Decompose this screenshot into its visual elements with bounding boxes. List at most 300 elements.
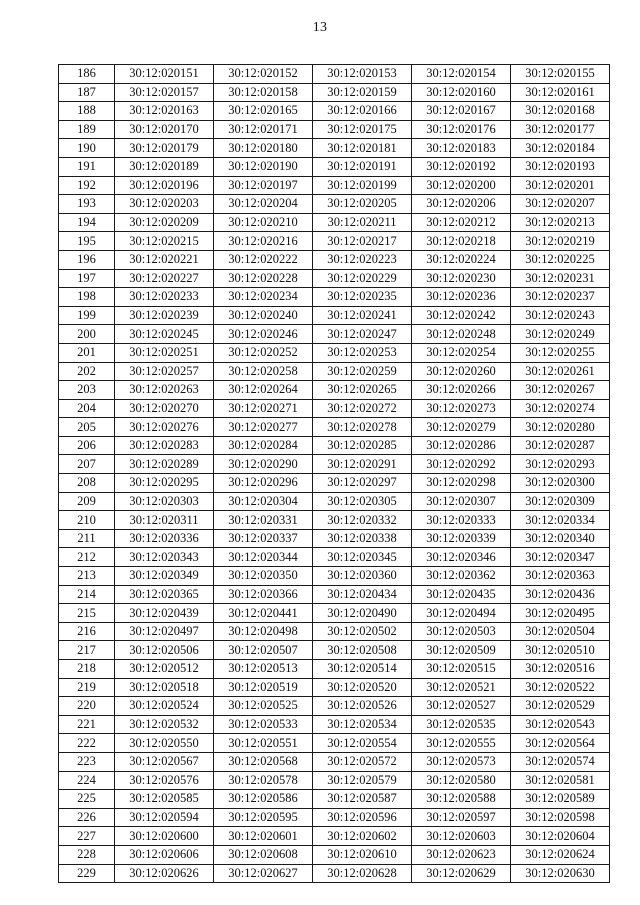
row-number-cell: 191 [59, 157, 115, 176]
cadastral-number-cell: 30:12:020213 [511, 213, 610, 232]
cadastral-number-cell: 30:12:020331 [214, 511, 313, 530]
cadastral-number-cell: 30:12:020263 [115, 381, 214, 400]
cadastral-number-cell: 30:12:020234 [214, 288, 313, 307]
cadastral-number-cell: 30:12:020497 [115, 622, 214, 641]
cadastral-number-cell: 30:12:020554 [313, 734, 412, 753]
cadastral-number-cell: 30:12:020304 [214, 492, 313, 511]
cadastral-number-cell: 30:12:020254 [412, 343, 511, 362]
cadastral-number-cell: 30:12:020152 [214, 65, 313, 84]
cadastral-number-cell: 30:12:020190 [214, 157, 313, 176]
cadastral-number-cell: 30:12:020168 [511, 102, 610, 121]
row-number-cell: 225 [59, 790, 115, 809]
row-number-cell: 205 [59, 418, 115, 437]
cadastral-number-cell: 30:12:020509 [412, 641, 511, 660]
row-number-cell: 192 [59, 176, 115, 195]
cadastral-number-cell: 30:12:020241 [313, 306, 412, 325]
cadastral-number-cell: 30:12:020504 [511, 622, 610, 641]
cadastral-number-cell: 30:12:020573 [412, 752, 511, 771]
cadastral-number-cell: 30:12:020303 [115, 492, 214, 511]
cadastral-number-cell: 30:12:020286 [412, 436, 511, 455]
cadastral-number-cell: 30:12:020512 [115, 660, 214, 679]
table-row [59, 195, 610, 214]
cadastral-number-cell: 30:12:020300 [511, 474, 610, 493]
cadastral-number-cell: 30:12:020533 [214, 715, 313, 734]
cadastral-number-cell: 30:12:020574 [511, 752, 610, 771]
cadastral-number-cell: 30:12:020160 [412, 83, 511, 102]
cadastral-number-cell: 30:12:020207 [511, 195, 610, 214]
cadastral-number-cell: 30:12:020498 [214, 622, 313, 641]
cadastral-number-cell: 30:12:020284 [214, 436, 313, 455]
cadastral-number-cell: 30:12:020292 [412, 455, 511, 474]
cadastral-number-cell: 30:12:020181 [313, 139, 412, 158]
row-number-cell: 217 [59, 641, 115, 660]
cadastral-number-cell: 30:12:020248 [412, 325, 511, 344]
cadastral-number-cell: 30:12:020203 [115, 195, 214, 214]
page-number: 13 [312, 20, 328, 35]
cadastral-number-cell: 30:12:020604 [511, 827, 610, 846]
table-row [59, 381, 610, 400]
cadastral-number-cell: 30:12:020291 [313, 455, 412, 474]
cadastral-number-cell: 30:12:020287 [511, 436, 610, 455]
table-row [59, 790, 610, 809]
table-row [59, 752, 610, 771]
table-row [59, 808, 610, 827]
cadastral-number-cell: 30:12:020239 [115, 306, 214, 325]
cadastral-number-cell: 30:12:020280 [511, 418, 610, 437]
table-row [59, 697, 610, 716]
cadastral-number-cell: 30:12:020535 [412, 715, 511, 734]
cadastral-number-cell: 30:12:020251 [115, 343, 214, 362]
table-row [59, 306, 610, 325]
cadastral-table [58, 64, 610, 883]
cadastral-number-cell: 30:12:020513 [214, 660, 313, 679]
cadastral-number-cell: 30:12:020608 [214, 845, 313, 864]
table-row [59, 213, 610, 232]
cadastral-number-cell: 30:12:020233 [115, 288, 214, 307]
cadastral-number-cell: 30:12:020200 [412, 176, 511, 195]
table-body [59, 65, 610, 883]
cadastral-number-cell: 30:12:020270 [115, 399, 214, 418]
cadastral-number-cell: 30:12:020623 [412, 845, 511, 864]
cadastral-number-cell: 30:12:020365 [115, 585, 214, 604]
table-row [59, 157, 610, 176]
cadastral-number-cell: 30:12:020305 [313, 492, 412, 511]
row-number-cell: 190 [59, 139, 115, 158]
cadastral-number-cell: 30:12:020177 [511, 120, 610, 139]
row-number-cell: 229 [59, 864, 115, 883]
cadastral-number-cell: 30:12:020589 [511, 790, 610, 809]
cadastral-number-cell: 30:12:020519 [214, 678, 313, 697]
row-number-cell: 221 [59, 715, 115, 734]
cadastral-number-cell: 30:12:020627 [214, 864, 313, 883]
cadastral-number-cell: 30:12:020602 [313, 827, 412, 846]
cadastral-number-cell: 30:12:020495 [511, 604, 610, 623]
row-number-cell: 209 [59, 492, 115, 511]
cadastral-number-cell: 30:12:020206 [412, 195, 511, 214]
cadastral-number-cell: 30:12:020551 [214, 734, 313, 753]
row-number-cell: 199 [59, 306, 115, 325]
table-row [59, 492, 610, 511]
table-row [59, 548, 610, 567]
cadastral-number-cell: 30:12:020201 [511, 176, 610, 195]
cadastral-number-cell: 30:12:020525 [214, 697, 313, 716]
cadastral-number-cell: 30:12:020204 [214, 195, 313, 214]
table-row [59, 678, 610, 697]
cadastral-number-cell: 30:12:020349 [115, 567, 214, 586]
cadastral-number-cell: 30:12:020298 [412, 474, 511, 493]
row-number-cell: 210 [59, 511, 115, 530]
cadastral-number-cell: 30:12:020151 [115, 65, 214, 84]
cadastral-number-cell: 30:12:020516 [511, 660, 610, 679]
cadastral-number-cell: 30:12:020159 [313, 83, 412, 102]
cadastral-number-cell: 30:12:020240 [214, 306, 313, 325]
cadastral-number-cell: 30:12:020167 [412, 102, 511, 121]
cadastral-number-cell: 30:12:020265 [313, 381, 412, 400]
cadastral-number-cell: 30:12:020362 [412, 567, 511, 586]
cadastral-number-cell: 30:12:020507 [214, 641, 313, 660]
table-row [59, 529, 610, 548]
table-row [59, 585, 610, 604]
cadastral-number-cell: 30:12:020439 [115, 604, 214, 623]
cadastral-number-cell: 30:12:020514 [313, 660, 412, 679]
row-number-cell: 213 [59, 567, 115, 586]
cadastral-number-cell: 30:12:020154 [412, 65, 511, 84]
cadastral-number-cell: 30:12:020598 [511, 808, 610, 827]
cadastral-number-cell: 30:12:020350 [214, 567, 313, 586]
table-row [59, 120, 610, 139]
cadastral-number-cell: 30:12:020183 [412, 139, 511, 158]
cadastral-number-cell: 30:12:020258 [214, 362, 313, 381]
row-number-cell: 198 [59, 288, 115, 307]
table-row [59, 567, 610, 586]
table-row [59, 399, 610, 418]
cadastral-number-cell: 30:12:020332 [313, 511, 412, 530]
row-number-cell: 214 [59, 585, 115, 604]
cadastral-number-cell: 30:12:020224 [412, 250, 511, 269]
row-number-cell: 202 [59, 362, 115, 381]
cadastral-number-cell: 30:12:020307 [412, 492, 511, 511]
row-number-cell: 219 [59, 678, 115, 697]
cadastral-number-cell: 30:12:020225 [511, 250, 610, 269]
cadastral-number-cell: 30:12:020600 [115, 827, 214, 846]
cadastral-number-cell: 30:12:020580 [412, 771, 511, 790]
cadastral-number-cell: 30:12:020253 [313, 343, 412, 362]
cadastral-number-cell: 30:12:020277 [214, 418, 313, 437]
table-row [59, 83, 610, 102]
cadastral-number-cell: 30:12:020227 [115, 269, 214, 288]
row-number-cell: 203 [59, 381, 115, 400]
cadastral-number-cell: 30:12:020222 [214, 250, 313, 269]
cadastral-number-cell: 30:12:020153 [313, 65, 412, 84]
cadastral-number-cell: 30:12:020161 [511, 83, 610, 102]
table-row [59, 845, 610, 864]
cadastral-number-cell: 30:12:020252 [214, 343, 313, 362]
cadastral-number-cell: 30:12:020441 [214, 604, 313, 623]
cadastral-number-cell: 30:12:020165 [214, 102, 313, 121]
cadastral-number-cell: 30:12:020502 [313, 622, 412, 641]
table-row [59, 65, 610, 84]
cadastral-number-cell: 30:12:020340 [511, 529, 610, 548]
cadastral-number-cell: 30:12:020163 [115, 102, 214, 121]
table-row [59, 771, 610, 790]
cadastral-number-cell: 30:12:020175 [313, 120, 412, 139]
cadastral-number-cell: 30:12:020285 [313, 436, 412, 455]
cadastral-number-cell: 30:12:020360 [313, 567, 412, 586]
cadastral-number-cell: 30:12:020276 [115, 418, 214, 437]
cadastral-number-cell: 30:12:020223 [313, 250, 412, 269]
cadastral-number-cell: 30:12:020624 [511, 845, 610, 864]
cadastral-number-cell: 30:12:020242 [412, 306, 511, 325]
cadastral-number-cell: 30:12:020272 [313, 399, 412, 418]
cadastral-number-cell: 30:12:020255 [511, 343, 610, 362]
cadastral-number-cell: 30:12:020235 [313, 288, 412, 307]
cadastral-number-cell: 30:12:020510 [511, 641, 610, 660]
cadastral-number-cell: 30:12:020603 [412, 827, 511, 846]
cadastral-number-cell: 30:12:020297 [313, 474, 412, 493]
cadastral-number-cell: 30:12:020515 [412, 660, 511, 679]
cadastral-number-cell: 30:12:020629 [412, 864, 511, 883]
table-row [59, 139, 610, 158]
cadastral-number-cell: 30:12:020293 [511, 455, 610, 474]
cadastral-number-cell: 30:12:020296 [214, 474, 313, 493]
cadastral-number-cell: 30:12:020189 [115, 157, 214, 176]
cadastral-number-cell: 30:12:020266 [412, 381, 511, 400]
row-number-cell: 189 [59, 120, 115, 139]
cadastral-number-cell: 30:12:020237 [511, 288, 610, 307]
table-row [59, 232, 610, 251]
cadastral-number-cell: 30:12:020555 [412, 734, 511, 753]
cadastral-number-cell: 30:12:020333 [412, 511, 511, 530]
cadastral-number-cell: 30:12:020230 [412, 269, 511, 288]
cadastral-number-cell: 30:12:020503 [412, 622, 511, 641]
cadastral-number-cell: 30:12:020534 [313, 715, 412, 734]
cadastral-number-cell: 30:12:020585 [115, 790, 214, 809]
cadastral-number-cell: 30:12:020229 [313, 269, 412, 288]
cadastral-number-cell: 30:12:020595 [214, 808, 313, 827]
cadastral-number-cell: 30:12:020576 [115, 771, 214, 790]
cadastral-number-cell: 30:12:020264 [214, 381, 313, 400]
cadastral-number-cell: 30:12:020171 [214, 120, 313, 139]
row-number-cell: 220 [59, 697, 115, 716]
cadastral-number-cell: 30:12:020587 [313, 790, 412, 809]
cadastral-number-cell: 30:12:020260 [412, 362, 511, 381]
cadastral-number-cell: 30:12:020245 [115, 325, 214, 344]
table-row [59, 343, 610, 362]
cadastral-number-cell: 30:12:020436 [511, 585, 610, 604]
cadastral-number-cell: 30:12:020273 [412, 399, 511, 418]
cadastral-number-cell: 30:12:020572 [313, 752, 412, 771]
cadastral-number-cell: 30:12:020179 [115, 139, 214, 158]
cadastral-number-cell: 30:12:020210 [214, 213, 313, 232]
cadastral-number-cell: 30:12:020246 [214, 325, 313, 344]
table-row [59, 622, 610, 641]
cadastral-number-cell: 30:12:020290 [214, 455, 313, 474]
cadastral-number-cell: 30:12:020337 [214, 529, 313, 548]
cadastral-number-cell: 30:12:020520 [313, 678, 412, 697]
cadastral-number-cell: 30:12:020597 [412, 808, 511, 827]
cadastral-number-cell: 30:12:020180 [214, 139, 313, 158]
cadastral-number-cell: 30:12:020567 [115, 752, 214, 771]
cadastral-number-cell: 30:12:020217 [313, 232, 412, 251]
row-number-cell: 226 [59, 808, 115, 827]
cadastral-number-cell: 30:12:020588 [412, 790, 511, 809]
table-row [59, 734, 610, 753]
row-number-cell: 212 [59, 548, 115, 567]
cadastral-number-cell: 30:12:020191 [313, 157, 412, 176]
row-number-cell: 194 [59, 213, 115, 232]
cadastral-number-cell: 30:12:020257 [115, 362, 214, 381]
cadastral-number-cell: 30:12:020157 [115, 83, 214, 102]
cadastral-number-cell: 30:12:020278 [313, 418, 412, 437]
cadastral-number-cell: 30:12:020271 [214, 399, 313, 418]
row-number-cell: 223 [59, 752, 115, 771]
table-row [59, 325, 610, 344]
cadastral-number-cell: 30:12:020205 [313, 195, 412, 214]
cadastral-number-cell: 30:12:020596 [313, 808, 412, 827]
row-number-cell: 228 [59, 845, 115, 864]
cadastral-number-cell: 30:12:020521 [412, 678, 511, 697]
row-number-cell: 208 [59, 474, 115, 493]
cadastral-number-cell: 30:12:020231 [511, 269, 610, 288]
row-number-cell: 218 [59, 660, 115, 679]
cadastral-number-cell: 30:12:020347 [511, 548, 610, 567]
cadastral-number-cell: 30:12:020267 [511, 381, 610, 400]
cadastral-number-cell: 30:12:020506 [115, 641, 214, 660]
row-number-cell: 186 [59, 65, 115, 84]
cadastral-number-cell: 30:12:020524 [115, 697, 214, 716]
table-row [59, 250, 610, 269]
cadastral-number-cell: 30:12:020532 [115, 715, 214, 734]
cadastral-number-cell: 30:12:020247 [313, 325, 412, 344]
cadastral-number-cell: 30:12:020508 [313, 641, 412, 660]
cadastral-number-cell: 30:12:020199 [313, 176, 412, 195]
cadastral-number-cell: 30:12:020211 [313, 213, 412, 232]
cadastral-number-cell: 30:12:020344 [214, 548, 313, 567]
row-number-cell: 207 [59, 455, 115, 474]
cadastral-number-cell: 30:12:020274 [511, 399, 610, 418]
table-row [59, 176, 610, 195]
cadastral-number-cell: 30:12:020494 [412, 604, 511, 623]
cadastral-number-cell: 30:12:020543 [511, 715, 610, 734]
cadastral-number-cell: 30:12:020568 [214, 752, 313, 771]
cadastral-number-cell: 30:12:020197 [214, 176, 313, 195]
row-number-cell: 187 [59, 83, 115, 102]
cadastral-number-cell: 30:12:020209 [115, 213, 214, 232]
cadastral-number-cell: 30:12:020586 [214, 790, 313, 809]
row-number-cell: 222 [59, 734, 115, 753]
cadastral-number-cell: 30:12:020527 [412, 697, 511, 716]
cadastral-number-cell: 30:12:020166 [313, 102, 412, 121]
cadastral-number-cell: 30:12:020610 [313, 845, 412, 864]
cadastral-number-cell: 30:12:020630 [511, 864, 610, 883]
row-number-cell: 196 [59, 250, 115, 269]
cadastral-number-cell: 30:12:020215 [115, 232, 214, 251]
cadastral-number-cell: 30:12:020221 [115, 250, 214, 269]
cadastral-number-cell: 30:12:020518 [115, 678, 214, 697]
cadastral-number-cell: 30:12:020338 [313, 529, 412, 548]
row-number-cell: 211 [59, 529, 115, 548]
cadastral-number-cell: 30:12:020158 [214, 83, 313, 102]
cadastral-number-cell: 30:12:020309 [511, 492, 610, 511]
cadastral-number-cell: 30:12:020170 [115, 120, 214, 139]
cadastral-number-cell: 30:12:020184 [511, 139, 610, 158]
cadastral-number-cell: 30:12:020606 [115, 845, 214, 864]
table-row [59, 362, 610, 381]
cadastral-number-cell: 30:12:020435 [412, 585, 511, 604]
table-row [59, 436, 610, 455]
table-row [59, 604, 610, 623]
cadastral-number-cell: 30:12:020311 [115, 511, 214, 530]
row-number-cell: 188 [59, 102, 115, 121]
cadastral-number-cell: 30:12:020295 [115, 474, 214, 493]
cadastral-number-cell: 30:12:020526 [313, 697, 412, 716]
cadastral-number-cell: 30:12:020490 [313, 604, 412, 623]
cadastral-number-cell: 30:12:020236 [412, 288, 511, 307]
cadastral-number-cell: 30:12:020219 [511, 232, 610, 251]
cadastral-number-cell: 30:12:020522 [511, 678, 610, 697]
cadastral-number-cell: 30:12:020334 [511, 511, 610, 530]
cadastral-number-cell: 30:12:020363 [511, 567, 610, 586]
cadastral-number-cell: 30:12:020366 [214, 585, 313, 604]
row-number-cell: 204 [59, 399, 115, 418]
cadastral-number-cell: 30:12:020228 [214, 269, 313, 288]
cadastral-number-cell: 30:12:020212 [412, 213, 511, 232]
cadastral-number-cell: 30:12:020343 [115, 548, 214, 567]
cadastral-number-cell: 30:12:020216 [214, 232, 313, 251]
table-row [59, 418, 610, 437]
cadastral-number-cell: 30:12:020564 [511, 734, 610, 753]
table-row [59, 715, 610, 734]
cadastral-number-cell: 30:12:020578 [214, 771, 313, 790]
cadastral-number-cell: 30:12:020529 [511, 697, 610, 716]
table-row [59, 474, 610, 493]
table-row [59, 641, 610, 660]
cadastral-number-cell: 30:12:020259 [313, 362, 412, 381]
cadastral-number-cell: 30:12:020434 [313, 585, 412, 604]
row-number-cell: 227 [59, 827, 115, 846]
cadastral-number-cell: 30:12:020626 [115, 864, 214, 883]
cadastral-number-cell: 30:12:020192 [412, 157, 511, 176]
table-row [59, 511, 610, 530]
cadastral-number-cell: 30:12:020176 [412, 120, 511, 139]
row-number-cell: 197 [59, 269, 115, 288]
cadastral-number-cell: 30:12:020581 [511, 771, 610, 790]
cadastral-number-cell: 30:12:020628 [313, 864, 412, 883]
cadastral-number-cell: 30:12:020243 [511, 306, 610, 325]
table-row [59, 455, 610, 474]
cadastral-number-cell: 30:12:020218 [412, 232, 511, 251]
cadastral-number-cell: 30:12:020196 [115, 176, 214, 195]
cadastral-number-cell: 30:12:020283 [115, 436, 214, 455]
row-number-cell: 215 [59, 604, 115, 623]
row-number-cell: 206 [59, 436, 115, 455]
row-number-cell: 200 [59, 325, 115, 344]
table-row [59, 827, 610, 846]
table-row [59, 660, 610, 679]
row-number-cell: 195 [59, 232, 115, 251]
cadastral-number-cell: 30:12:020345 [313, 548, 412, 567]
cadastral-number-cell: 30:12:020339 [412, 529, 511, 548]
row-number-cell: 201 [59, 343, 115, 362]
table-row [59, 288, 610, 307]
row-number-cell: 224 [59, 771, 115, 790]
cadastral-number-cell: 30:12:020346 [412, 548, 511, 567]
cadastral-number-cell: 30:12:020336 [115, 529, 214, 548]
cadastral-number-cell: 30:12:020601 [214, 827, 313, 846]
cadastral-number-cell: 30:12:020155 [511, 65, 610, 84]
cadastral-number-cell: 30:12:020289 [115, 455, 214, 474]
table-row [59, 269, 610, 288]
